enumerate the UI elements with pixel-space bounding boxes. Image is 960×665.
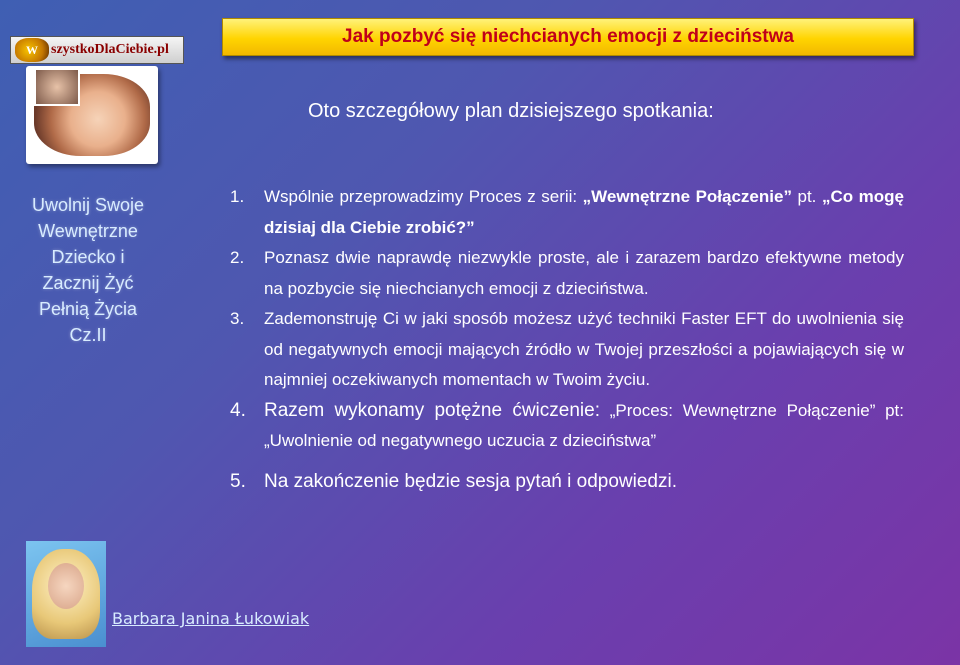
sidebar-line: Uwolnij Swoje	[31, 195, 145, 215]
page-title: Jak pozbyć się niechcianych emocji z dzieciństwa	[342, 26, 794, 47]
item-text-bold: „Wewnętrzne Połączenie”	[582, 187, 792, 206]
item-text-bold: „Co mogę dzisiaj dla Ciebie zrobić?”	[264, 187, 904, 237]
logo-text: szystkoDlaCiebie.pl	[51, 42, 169, 57]
item-number: 1.	[230, 187, 245, 206]
list-item	[230, 243, 904, 304]
sidebar-part: Cz.II	[69, 325, 107, 345]
item-text: Na zakończenie będzie sesja pytań i odpowiedzi.	[264, 470, 677, 492]
list-item	[230, 467, 904, 498]
item-text: Poznasz dwie naprawdę niezwykle proste, ale i zarazem bardzo efektywne metody na pozbycie się niechcianych emocji z dzieciństwa.	[264, 248, 904, 298]
logo-mark: W	[15, 38, 49, 62]
item-number: 2.	[230, 248, 245, 267]
item-number: 5.	[230, 470, 246, 492]
site-logo[interactable]	[10, 36, 184, 64]
subtitle: Oto szczegółowy plan dzisiejszego spotkania:	[308, 100, 714, 122]
item-text	[264, 182, 904, 243]
children-thumbnail-image	[34, 68, 80, 106]
author-face-image	[48, 563, 84, 609]
title-banner	[222, 18, 914, 56]
item-text-part: pt.	[791, 187, 822, 206]
list-item	[230, 182, 904, 243]
sidebar-line: Pełnią Życia	[38, 299, 138, 319]
item-text-part: Wspólnie przeprowadzimy Proces z serii:	[264, 187, 583, 206]
item-text-part: „Proces: Wewnętrzne Połączenie” pt: „Uwolnienie od negatywnego uczucia z dzieciństwa”	[264, 400, 904, 450]
list-item	[230, 304, 904, 396]
item-text	[264, 396, 904, 457]
list-item	[230, 396, 904, 457]
item-text-intro: Razem wykonamy potężne ćwiczenie:	[264, 399, 600, 421]
sidebar-line: Wewnętrzne	[38, 221, 138, 241]
agenda-list	[230, 182, 904, 497]
sidebar-line: Dziecko i	[51, 247, 125, 267]
item-number: 4.	[230, 399, 246, 421]
author-photo	[26, 541, 106, 647]
child-photo	[26, 66, 158, 164]
item-number: 3.	[230, 309, 245, 328]
item-text: Zademonstruję Ci w jaki sposób możesz użyć techniki Faster EFT do uwolnienia się od negatywnych emocji mających źródło w Twojej przeszłości a pojawiających się w najmniej oczekiwanych momentach w Twoim życiu.	[264, 309, 904, 389]
author-name-link[interactable]: Barbara Janina Łukowiak	[112, 609, 310, 628]
sidebar-series-title	[14, 192, 162, 348]
sidebar-line: Zacznij Żyć	[42, 273, 134, 293]
